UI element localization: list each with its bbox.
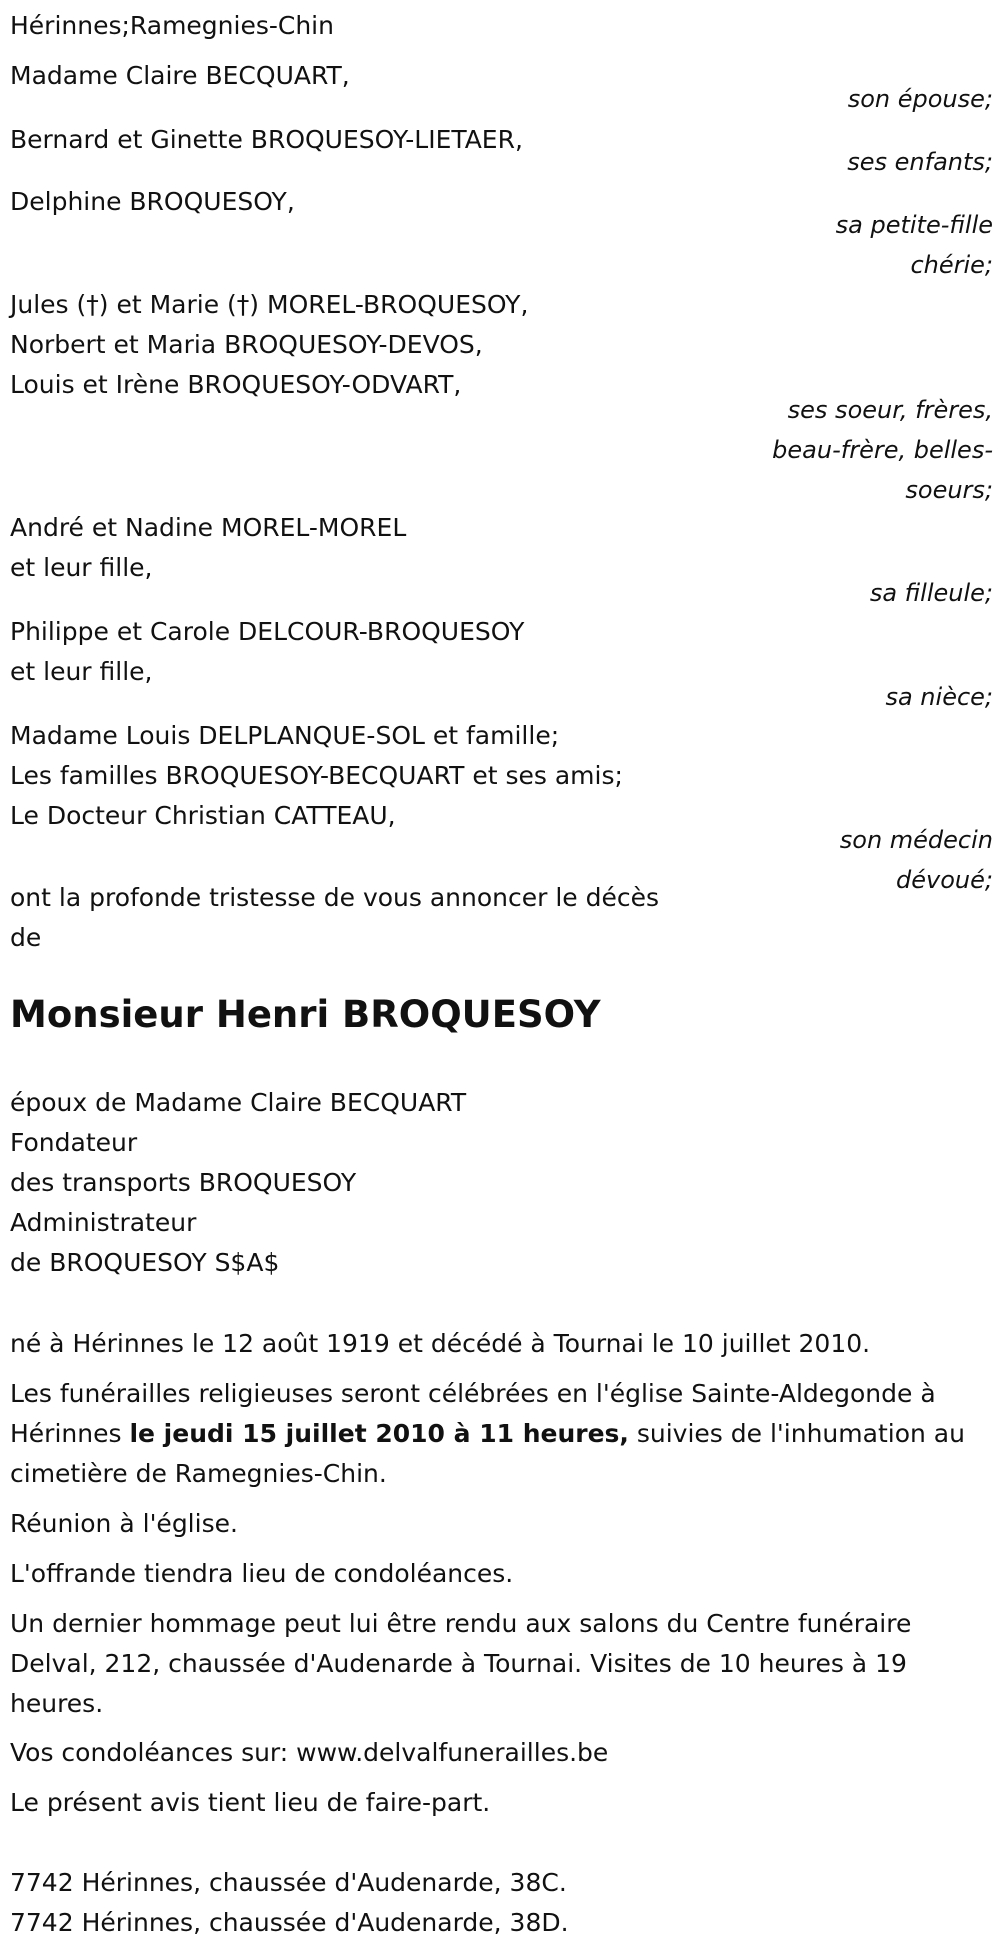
granddaughter-name: Delphine BROQUESOY,	[10, 187, 295, 216]
goddaughter-line1: André et Nadine MOREL-MOREL	[10, 513, 407, 542]
siblings-relation-line2: beau-frère, belles-	[772, 436, 993, 464]
deceased-detail: Fondateur	[10, 1128, 138, 1157]
granddaughter-relation-line1: sa petite-fille	[835, 211, 993, 239]
niece-line2: et leur fille,	[10, 657, 153, 686]
deceased-detail: de BROQUESOY S$A$	[10, 1248, 280, 1277]
goddaughter-line2: et leur fille,	[10, 553, 153, 582]
goddaughter-relation: sa filleule;	[869, 579, 993, 607]
funeral-text-before: Les funérailles religieuses seront célébrées en l'église Sainte-Aldegonde à Hérinnes	[10, 1379, 936, 1448]
doctor-relation-line2: dévoué;	[896, 866, 993, 894]
funeral-date: le jeudi 15 juillet 2010 à 11 heures,	[129, 1419, 629, 1448]
condolences-note: Vos condoléances sur: www.delvalfunerailles.be	[10, 1738, 609, 1767]
deceased-detail: époux de Madame Claire BECQUART	[10, 1088, 467, 1117]
niece-line1: Philippe et Carole DELCOUR-BROQUESOY	[10, 617, 525, 646]
granddaughter-relation-line2: chérie;	[910, 251, 993, 279]
siblings-line1: Jules (†) et Marie (†) MOREL-BROQUESOY,	[10, 290, 529, 319]
children-name: Bernard et Ginette BROQUESOY-LIETAER,	[10, 125, 523, 154]
address-line: 7742 Hérinnes, chaussée d'Audenarde, 38D.	[10, 1908, 569, 1937]
birth-death: né à Hérinnes le 12 août 1919 et décédé à Tournai le 10 juillet 2010.	[10, 1329, 871, 1358]
address-line: 7742 Hérinnes, chaussée d'Audenarde, 38C.	[10, 1868, 567, 1897]
tribute-paragraph: Un dernier hommage peut lui être rendu aux salons du Centre funéraire Delval, 212, chaussée d'Audenarde à Tournai. Visites de 10 heures à 19 heures.	[10, 1609, 912, 1718]
announcement-line1: ont la profonde tristesse de vous annoncer le décès	[10, 883, 660, 912]
funeral-paragraph	[10, 1374, 992, 1494]
siblings-relation-line3: soeurs;	[905, 476, 993, 504]
doctor-relation-line1: son médecin	[839, 826, 993, 854]
deceased-detail: des transports BROQUESOY	[10, 1168, 357, 1197]
niece-relation: sa nièce;	[885, 683, 993, 711]
siblings-relation-line1: ses soeur, frères,	[787, 396, 993, 424]
spouse-relation: son épouse;	[847, 85, 993, 113]
funeral-text-after: suivies de l'inhumation au cimetière de Ramegnies-Chin.	[10, 1419, 965, 1488]
siblings-line3: Louis et Irène BROQUESOY-ODVART,	[10, 370, 462, 399]
meeting-note: Réunion à l'église.	[10, 1509, 238, 1538]
siblings-line2: Norbert et Maria BROQUESOY-DEVOS,	[10, 330, 483, 359]
location-header: Hérinnes;Ramegnies-Chin	[10, 11, 334, 40]
others-line3: Le Docteur Christian CATTEAU,	[10, 801, 396, 830]
spouse-name: Madame Claire BECQUART,	[10, 61, 350, 90]
children-relation: ses enfants;	[847, 148, 993, 176]
others-line2: Les familles BROQUESOY-BECQUART et ses amis;	[10, 761, 623, 790]
notice-note: Le présent avis tient lieu de faire-part.	[10, 1788, 491, 1817]
deceased-name: Monsieur Henri BROQUESOY	[10, 993, 601, 1036]
deceased-detail: Administrateur	[10, 1208, 197, 1237]
announcement-line2: de	[10, 923, 42, 952]
offering-note: L'offrande tiendra lieu de condoléances.	[10, 1559, 514, 1588]
others-line1: Madame Louis DELPLANQUE-SOL et famille;	[10, 721, 560, 750]
